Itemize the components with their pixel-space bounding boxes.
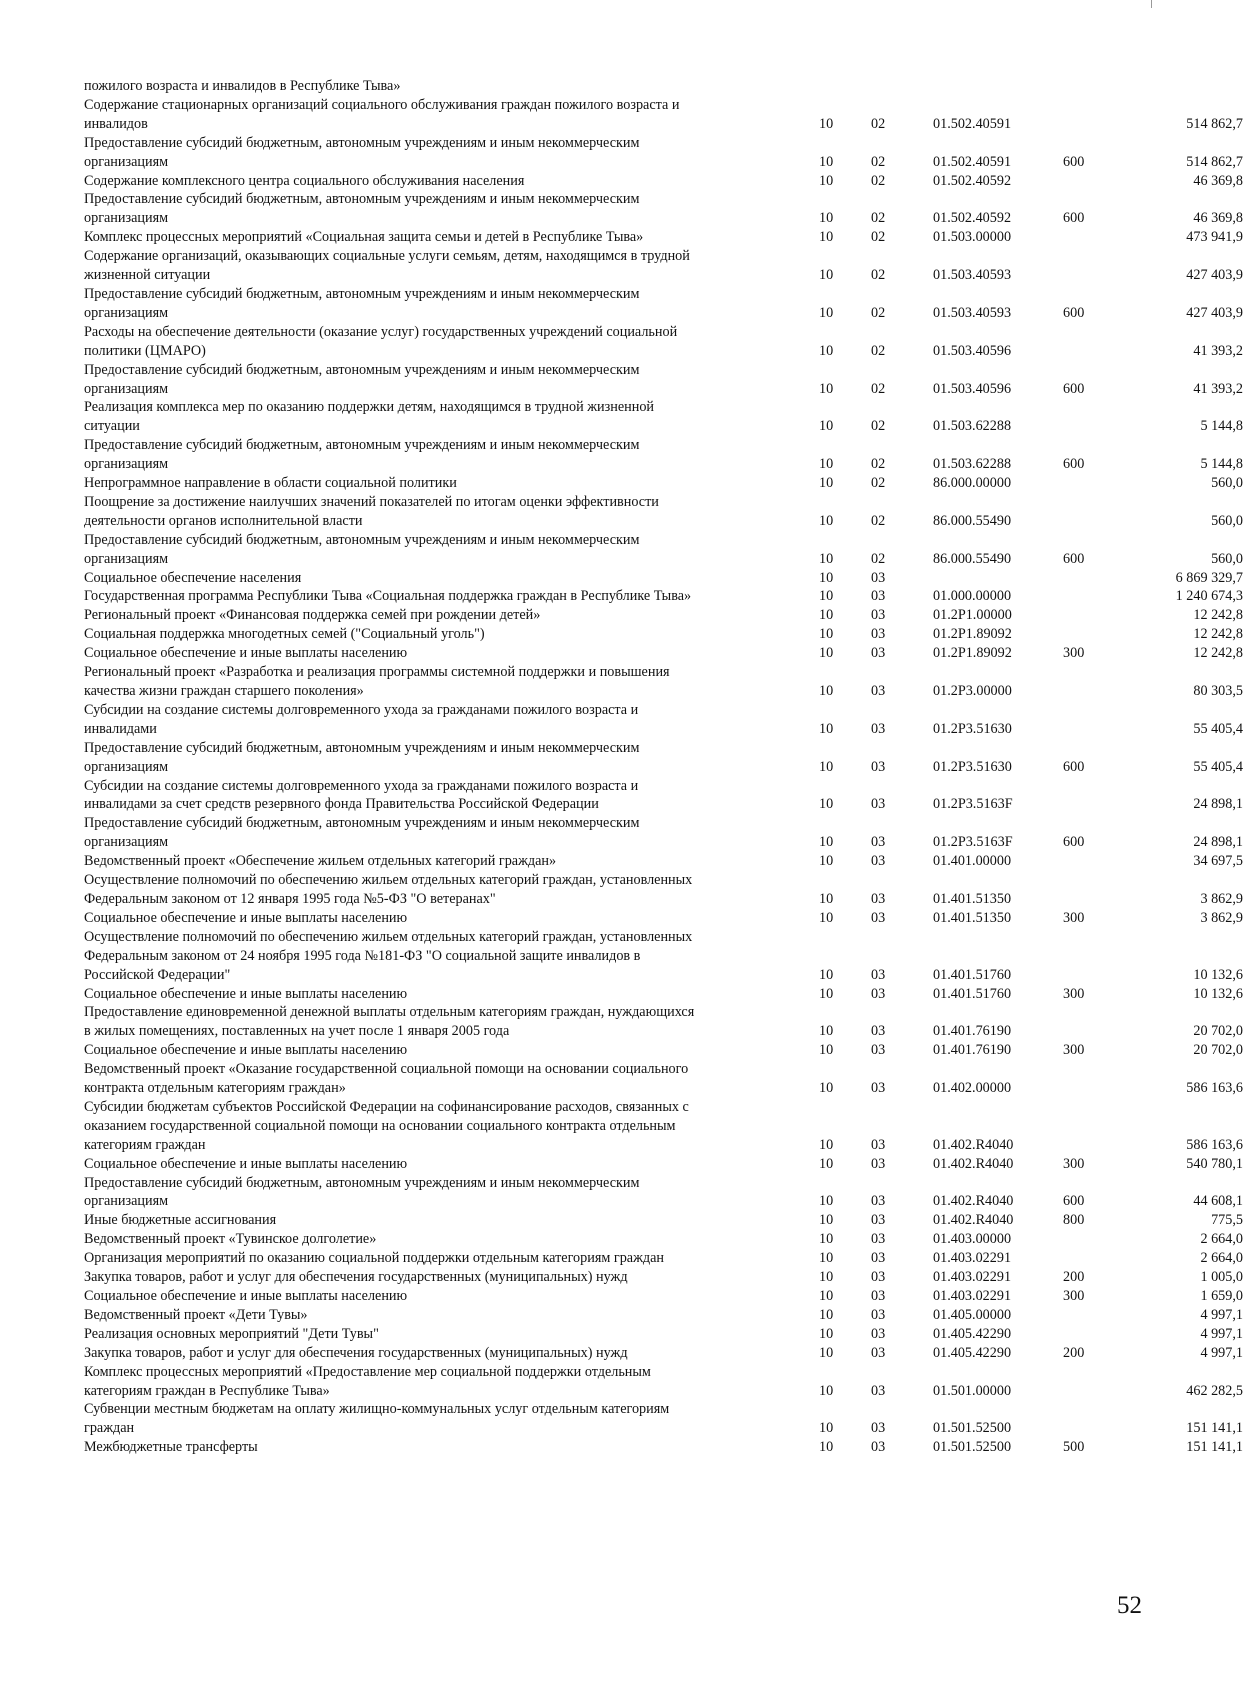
row-description: Ведомственный проект «Дети Тувы» <box>84 1306 308 1323</box>
table-row <box>84 1400 1243 1438</box>
amount: 34 697,5 <box>1193 853 1243 870</box>
subsection-code: 02 <box>871 550 886 567</box>
amount: 20 702,0 <box>1193 1023 1243 1040</box>
target-article-code: 01.401.76190 <box>933 1023 1012 1040</box>
table-row <box>84 871 1243 909</box>
target-article-code: 01.401.76190 <box>933 1042 1012 1059</box>
row-description: Предоставление субсидий бюджетным, автономным учреждениям и иным некоммерческим организациям <box>84 739 640 775</box>
subsection-code: 03 <box>871 683 886 699</box>
target-article-code: 01.501.00000 <box>933 1382 1012 1399</box>
table-row <box>84 663 1243 701</box>
table-row <box>84 436 1243 474</box>
amount: 12 242,8 <box>1193 626 1243 643</box>
table-row <box>84 323 1243 361</box>
target-article-code: 01.502.40592 <box>933 172 1012 189</box>
row-description: Ведомственный проект «Тувинское долголетие» <box>84 1231 377 1248</box>
target-article-code: 01.503.40596 <box>933 342 1012 359</box>
amount: 10 132,6 <box>1193 966 1243 983</box>
target-article-code: 01.2P3.00000 <box>933 683 1012 699</box>
amount: 427 403,9 <box>1186 267 1243 284</box>
row-description: Предоставление субсидий бюджетным, автономным учреждениям и иным некоммерческим организациям <box>84 134 640 170</box>
table-row <box>84 474 1243 493</box>
subsection-code: 02 <box>871 267 886 284</box>
expense-type-code: 800 <box>1063 1212 1085 1229</box>
subsection-code: 03 <box>871 853 886 870</box>
target-article-code: 01.405.00000 <box>933 1306 1012 1323</box>
amount: 4 997,1 <box>1200 1325 1243 1342</box>
section-code: 10 <box>819 512 834 529</box>
table-row <box>84 1268 1243 1287</box>
table-row <box>84 909 1243 928</box>
section-code: 10 <box>819 626 834 643</box>
row-description: Предоставление субсидий бюджетным, автономным учреждениям и иным некоммерческим организациям <box>84 1174 640 1210</box>
amount: 586 163,6 <box>1186 1080 1243 1097</box>
subsection-code: 03 <box>871 588 886 605</box>
amount: 560,0 <box>1211 550 1243 567</box>
amount: 10 132,6 <box>1193 985 1243 1002</box>
table-row <box>84 531 1243 569</box>
section-code: 10 <box>819 1382 834 1399</box>
section-code: 10 <box>819 607 834 624</box>
target-article-code: 01.503.40593 <box>933 304 1012 321</box>
table-row <box>84 814 1243 852</box>
table-row <box>84 247 1243 285</box>
table-row <box>84 1306 1243 1325</box>
amount: 462 282,5 <box>1186 1382 1243 1399</box>
subsection-code: 03 <box>871 1344 886 1361</box>
target-article-code: 01.503.40596 <box>933 380 1012 397</box>
amount: 24 898,1 <box>1193 834 1243 851</box>
subsection-code: 03 <box>871 890 886 907</box>
amount: 427 403,9 <box>1186 304 1243 321</box>
target-article-code: 01.403.02291 <box>933 1250 1012 1267</box>
table-row <box>84 569 1243 588</box>
subsection-code: 03 <box>871 1250 886 1267</box>
row-description: Социальное обеспечение и иные выплаты населению <box>84 645 408 662</box>
section-code: 10 <box>819 1080 834 1097</box>
amount: 46 369,8 <box>1193 210 1243 227</box>
target-article-code: 01.2P3.5163F <box>933 834 1013 851</box>
table-row <box>84 285 1243 323</box>
subsection-code: 02 <box>871 342 886 359</box>
expense-type-code: 600 <box>1063 758 1085 775</box>
section-code: 10 <box>819 1212 834 1229</box>
amount: 5 144,8 <box>1200 456 1243 473</box>
target-article-code: 01.405.42290 <box>933 1344 1012 1361</box>
table-row <box>84 606 1243 625</box>
amount: 41 393,2 <box>1193 342 1243 359</box>
section-code: 10 <box>819 758 834 775</box>
expense-type-code: 300 <box>1063 1042 1085 1059</box>
section-code: 10 <box>819 569 834 586</box>
amount: 586 163,6 <box>1186 1136 1243 1153</box>
subsection-code: 02 <box>871 512 886 529</box>
target-article-code: 01.2P3.5163F <box>933 796 1013 813</box>
table-row <box>84 77 1144 96</box>
table-row <box>84 928 1243 985</box>
subsection-code: 03 <box>871 909 886 926</box>
table-row <box>84 493 1243 531</box>
table-row <box>84 1098 1243 1155</box>
target-article-code: 01.502.40591 <box>933 153 1012 170</box>
table-row <box>84 1174 1243 1212</box>
subsection-code: 03 <box>871 1306 886 1323</box>
amount: 2 664,0 <box>1200 1231 1243 1248</box>
amount: 24 898,1 <box>1193 796 1243 813</box>
row-description: Региональный проект «Разработка и реализация программы системной поддержки и повышения качества жизни граждан старшего поколения» <box>84 664 670 699</box>
target-article-code: 01.403.02291 <box>933 1288 1012 1304</box>
section-code: 10 <box>819 1439 834 1456</box>
expense-type-code: 500 <box>1063 1439 1085 1456</box>
table-row <box>84 852 1243 871</box>
section-code: 10 <box>819 1231 834 1248</box>
target-article-code: 01.502.40591 <box>933 115 1012 132</box>
table-row <box>84 1211 1243 1230</box>
row-description: Социальное обеспечение и иные выплаты населению <box>84 1042 408 1059</box>
section-code: 10 <box>819 342 834 359</box>
subsection-code: 03 <box>871 1269 886 1286</box>
row-description: Социальное обеспечение и иные выплаты населению <box>84 1288 408 1304</box>
amount: 44 608,1 <box>1193 1193 1243 1210</box>
row-description: Предоставление единовременной денежной выплаты отдельным категориям граждан, нуждающихся в жилых помещениях, поставленных на учет после 1 января 2005 года <box>84 1004 695 1040</box>
row-description: Содержание стационарных организаций социального обслуживания граждан пожилого возраста и инвалидов <box>84 96 680 132</box>
subsection-code: 02 <box>871 172 886 189</box>
amount: 46 369,8 <box>1193 172 1243 189</box>
section-code: 10 <box>819 1325 834 1342</box>
subsection-code: 03 <box>871 1212 886 1229</box>
expense-type-code: 300 <box>1063 645 1085 662</box>
target-article-code: 01.2P1.89092 <box>933 626 1012 643</box>
subsection-code: 03 <box>871 834 886 851</box>
row-description: Социальное обеспечение и иные выплаты населению <box>84 985 408 1002</box>
amount: 151 141,1 <box>1186 1439 1243 1456</box>
table-row <box>84 1249 1243 1268</box>
subsection-code: 03 <box>871 645 886 662</box>
target-article-code: 01.503.62288 <box>933 456 1012 473</box>
table-row <box>84 1155 1243 1174</box>
amount: 151 141,1 <box>1186 1420 1243 1437</box>
amount: 20 702,0 <box>1193 1042 1243 1059</box>
table-row <box>84 625 1243 644</box>
target-article-code: 01.501.52500 <box>933 1439 1012 1456</box>
section-code: 10 <box>819 966 834 983</box>
expense-type-code: 600 <box>1063 304 1085 321</box>
table-row <box>84 1230 1243 1249</box>
section-code: 10 <box>819 1288 834 1304</box>
table-row <box>84 1363 1243 1401</box>
target-article-code: 01.401.51760 <box>933 985 1012 1002</box>
section-code: 10 <box>819 1042 834 1059</box>
table-row <box>84 96 1243 134</box>
row-description: Предоставление субсидий бюджетным, автономным учреждениям и иным некоммерческим организациям <box>84 437 640 473</box>
row-description: Государственная программа Республики Тыва «Социальная поддержка граждан в Республике Тыва» <box>84 588 692 605</box>
amount: 560,0 <box>1211 512 1243 529</box>
target-article-code: 01.402.R4040 <box>933 1212 1014 1229</box>
section-code: 10 <box>819 683 834 699</box>
section-code: 10 <box>819 853 834 870</box>
section-code: 10 <box>819 304 834 321</box>
section-code: 10 <box>819 153 834 170</box>
section-code: 10 <box>819 1155 834 1172</box>
subsection-code: 03 <box>871 569 886 586</box>
target-article-code: 01.501.52500 <box>933 1420 1012 1437</box>
expense-type-code: 300 <box>1063 1155 1085 1172</box>
expense-type-code: 600 <box>1063 380 1085 397</box>
amount: 80 303,5 <box>1193 683 1243 699</box>
amount: 1 005,0 <box>1200 1269 1243 1286</box>
row-description: Содержание комплексного центра социального обслуживания населения <box>84 172 525 189</box>
table-row <box>84 398 1243 436</box>
row-description: Комплекс процессных мероприятий «Социальная защита семьи и детей в Республике Тыва» <box>84 229 644 246</box>
section-code: 10 <box>819 456 834 473</box>
row-description: пожилого возраста и инвалидов в Республике Тыва» <box>84 78 401 94</box>
row-description: Предоставление субсидий бюджетным, автономным учреждениям и иным некоммерческим организациям <box>84 191 640 227</box>
row-description: Социальное обеспечение населения <box>84 569 302 586</box>
subsection-code: 03 <box>871 1080 886 1097</box>
section-code: 10 <box>819 890 834 907</box>
row-description: Комплекс процессных мероприятий «Предоставление мер социальной поддержки отдельным категориям граждан в Республике Тыва» <box>84 1363 651 1399</box>
target-article-code: 01.403.00000 <box>933 1231 1012 1248</box>
amount: 2 664,0 <box>1200 1250 1243 1267</box>
target-article-code: 86.000.55490 <box>933 550 1012 567</box>
section-code: 10 <box>819 380 834 397</box>
row-description: Субсидии на создание системы долговременного ухода за гражданами пожилого возраста и инвалидами за счет средств резервного фонда Правительства Российской Федерации <box>84 777 639 813</box>
section-code: 10 <box>819 210 834 227</box>
expense-type-code: 300 <box>1063 985 1085 1002</box>
expense-type-code: 300 <box>1063 909 1085 926</box>
target-article-code: 01.401.51350 <box>933 890 1012 907</box>
table-row <box>84 1003 1243 1041</box>
section-code: 10 <box>819 1193 834 1210</box>
subsection-code: 03 <box>871 1155 886 1172</box>
target-article-code: 01.402.00000 <box>933 1080 1012 1097</box>
amount: 12 242,8 <box>1193 645 1243 662</box>
row-description: Расходы на обеспечение деятельности (оказание услуг) государственных учреждений социальной политики (ЦМАРО) <box>84 323 678 359</box>
amount: 1 240 674,3 <box>1175 588 1243 605</box>
table-row <box>84 134 1243 172</box>
subsection-code: 03 <box>871 1023 886 1040</box>
section-code: 10 <box>819 550 834 567</box>
expense-type-code: 200 <box>1063 1344 1085 1361</box>
target-article-code: 01.000.00000 <box>933 588 1012 605</box>
target-article-code: 01.401.51350 <box>933 909 1012 926</box>
section-code: 10 <box>819 172 834 189</box>
expense-type-code: 600 <box>1063 550 1085 567</box>
section-code: 10 <box>819 418 834 435</box>
subsection-code: 02 <box>871 210 886 227</box>
table-row <box>84 644 1243 663</box>
section-code: 10 <box>819 588 834 605</box>
section-code: 10 <box>819 909 834 926</box>
target-article-code: 01.503.40593 <box>933 267 1012 284</box>
row-description: Субсидии бюджетам субъектов Российской Федерации на софинансирование расходов, связанных с оказанием государственной социальной помощи на основании социального контракта отдельным категориям граждан <box>84 1098 689 1153</box>
row-description: Содержание организаций, оказывающих социальные услуги семьям, детям, находящимся в трудной жизненной ситуации <box>84 248 690 284</box>
amount: 6 869 329,7 <box>1175 569 1243 586</box>
row-description: Субсидии на создание системы долговременного ухода за гражданами пожилого возраста и инвалидами <box>84 701 639 737</box>
subsection-code: 02 <box>871 229 886 246</box>
expense-type-code: 600 <box>1063 153 1085 170</box>
subsection-code: 03 <box>871 758 886 775</box>
table-row <box>84 587 1243 606</box>
row-description: Иные бюджетные ассигнования <box>84 1212 277 1229</box>
section-code: 10 <box>819 1306 834 1323</box>
row-description: Закупка товаров, работ и услуг для обеспечения государственных (муниципальных) нужд <box>84 1269 628 1286</box>
page-number: 52 <box>1117 1592 1142 1619</box>
subsection-code: 03 <box>871 1420 886 1437</box>
row-description: Осуществление полномочий по обеспечению жильем отдельных категорий граждан, установленных Федеральным законом от 24 ноября 1995 года №181-ФЗ "О социальной защите инвалидов в Российской Федерации" <box>84 928 693 983</box>
table-row <box>84 228 1243 247</box>
row-description: Предоставление субсидий бюджетным, автономным учреждениям и иным некоммерческим организациям <box>84 531 640 567</box>
section-code: 10 <box>819 645 834 662</box>
table-row <box>84 172 1243 191</box>
row-description: Региональный проект «Финансовая поддержка семей при рождении детей» <box>84 607 541 624</box>
expense-type-code: 600 <box>1063 456 1085 473</box>
amount: 41 393,2 <box>1193 380 1243 397</box>
subsection-code: 03 <box>871 1382 886 1399</box>
section-code: 10 <box>819 834 834 851</box>
row-description: Ведомственный проект «Оказание государственной социальной помощи на основании социального контракта отдельным категориям граждан» <box>84 1061 689 1097</box>
target-article-code: 01.402.R4040 <box>933 1193 1014 1210</box>
subsection-code: 03 <box>871 1193 886 1210</box>
section-code: 10 <box>819 229 834 246</box>
subsection-code: 03 <box>871 1042 886 1059</box>
subsection-code: 02 <box>871 380 886 397</box>
subsection-code: 02 <box>871 304 886 321</box>
subsection-code: 03 <box>871 1136 886 1153</box>
subsection-code: 03 <box>871 720 886 737</box>
section-code: 10 <box>819 1250 834 1267</box>
row-description: Субвенции местным бюджетам на оплату жилищно-коммунальных услуг отдельным категориям граждан <box>84 1401 670 1437</box>
row-description: Реализация комплекса мер по оказанию поддержки детям, находящимся в трудной жизненной ситуации <box>84 399 655 435</box>
table-row <box>84 701 1243 739</box>
section-code: 10 <box>819 475 834 492</box>
amount: 3 862,9 <box>1200 909 1243 926</box>
target-article-code: 01.2P3.51630 <box>933 758 1012 775</box>
row-description: Социальное обеспечение и иные выплаты населению <box>84 1155 408 1172</box>
subsection-code: 02 <box>871 153 886 170</box>
row-description: Реализация основных мероприятий "Дети Тувы" <box>84 1325 379 1342</box>
target-article-code: 01.503.62288 <box>933 418 1012 435</box>
row-description: Организация мероприятий по оказанию социальной поддержки отдельным категориям граждан <box>84 1250 665 1267</box>
expense-type-code: 600 <box>1063 1193 1085 1210</box>
section-code: 10 <box>819 1023 834 1040</box>
amount: 55 405,4 <box>1193 720 1243 737</box>
target-article-code: 01.2P3.51630 <box>933 720 1012 737</box>
target-article-code: 01.2P1.00000 <box>933 607 1012 624</box>
amount: 4 997,1 <box>1200 1344 1243 1361</box>
subsection-code: 03 <box>871 796 886 813</box>
section-code: 10 <box>819 1269 834 1286</box>
row-description: Межбюджетные трансферты <box>84 1439 258 1456</box>
table-row <box>84 1287 1243 1306</box>
subsection-code: 03 <box>871 1439 886 1456</box>
row-description: Закупка товаров, работ и услуг для обеспечения государственных (муниципальных) нужд <box>84 1344 628 1361</box>
section-code: 10 <box>819 985 834 1002</box>
section-code: 10 <box>819 267 834 284</box>
subsection-code: 02 <box>871 418 886 435</box>
amount: 514 862,7 <box>1186 115 1243 132</box>
row-description: Осуществление полномочий по обеспечению жильем отдельных категорий граждан, установленных Федеральным законом от 12 января 1995 года №5-ФЗ "О ветеранах" <box>84 872 693 907</box>
subsection-code: 03 <box>871 985 886 1002</box>
amount: 540 780,1 <box>1186 1155 1243 1172</box>
amount: 775,5 <box>1211 1212 1243 1229</box>
subsection-code: 03 <box>871 626 886 643</box>
table-row <box>84 1438 1243 1457</box>
expense-type-code: 300 <box>1063 1288 1085 1304</box>
row-description: Поощрение за достижение наилучших значений показателей по итогам оценки эффективности деятельности органов исполнительной власти <box>84 493 659 529</box>
expense-type-code: 200 <box>1063 1269 1085 1286</box>
row-description: Предоставление субсидий бюджетным, автономным учреждениям и иным некоммерческим организациям <box>84 815 640 851</box>
section-code: 10 <box>819 1344 834 1361</box>
table-row <box>84 1325 1243 1344</box>
row-description: Социальное обеспечение и иные выплаты населению <box>84 909 408 926</box>
amount: 1 659,0 <box>1200 1288 1243 1304</box>
target-article-code: 01.402.R4040 <box>933 1136 1014 1153</box>
target-article-code: 01.403.02291 <box>933 1269 1012 1286</box>
amount: 4 997,1 <box>1200 1306 1243 1323</box>
table-row <box>84 1041 1243 1060</box>
target-article-code: 01.401.51760 <box>933 966 1012 983</box>
amount: 473 941,9 <box>1186 229 1243 246</box>
target-article-code: 86.000.55490 <box>933 512 1012 529</box>
table-row <box>84 190 1243 228</box>
section-code: 10 <box>819 796 834 813</box>
row-description: Ведомственный проект «Обеспечение жильем отдельных категорий граждан» <box>84 853 557 870</box>
target-article-code: 86.000.00000 <box>933 475 1012 492</box>
subsection-code: 02 <box>871 115 886 132</box>
target-article-code: 01.405.42290 <box>933 1325 1012 1342</box>
section-code: 10 <box>819 1136 834 1153</box>
amount: 55 405,4 <box>1193 758 1243 775</box>
table-row <box>84 1060 1243 1098</box>
table-row <box>84 739 1243 777</box>
subsection-code: 02 <box>871 475 886 492</box>
amount: 560,0 <box>1211 475 1243 492</box>
expense-type-code: 600 <box>1063 210 1085 227</box>
subsection-code: 02 <box>871 456 886 473</box>
expense-type-code: 600 <box>1063 834 1085 851</box>
scan-edge-mark <box>1151 0 1152 8</box>
target-article-code: 01.502.40592 <box>933 210 1012 227</box>
budget-table <box>84 77 1243 1457</box>
row-description: Предоставление субсидий бюджетным, автономным учреждениям и иным некоммерческим организациям <box>84 285 640 321</box>
amount: 12 242,8 <box>1193 607 1243 624</box>
target-article-code: 01.503.00000 <box>933 229 1012 246</box>
subsection-code: 03 <box>871 966 886 983</box>
section-code: 10 <box>819 1420 834 1437</box>
target-article-code: 01.2P1.89092 <box>933 645 1012 662</box>
amount: 5 144,8 <box>1200 418 1243 435</box>
subsection-code: 03 <box>871 1288 886 1304</box>
table-row <box>84 1344 1243 1363</box>
section-code: 10 <box>819 115 834 132</box>
amount: 514 862,7 <box>1186 153 1243 170</box>
subsection-code: 03 <box>871 1325 886 1342</box>
row-description: Предоставление субсидий бюджетным, автономным учреждениям и иным некоммерческим организациям <box>84 361 640 397</box>
table-row <box>84 777 1243 815</box>
section-code: 10 <box>819 720 834 737</box>
subsection-code: 03 <box>871 607 886 624</box>
target-article-code: 01.401.00000 <box>933 853 1012 870</box>
row-description: Непрограммное направление в области социальной политики <box>84 475 457 492</box>
amount: 3 862,9 <box>1200 890 1243 907</box>
subsection-code: 03 <box>871 1231 886 1248</box>
table-row <box>84 361 1243 399</box>
target-article-code: 01.402.R4040 <box>933 1155 1014 1172</box>
table-row <box>84 985 1243 1004</box>
row-description: Социальная поддержка многодетных семей ("Социальный уголь") <box>84 626 485 643</box>
